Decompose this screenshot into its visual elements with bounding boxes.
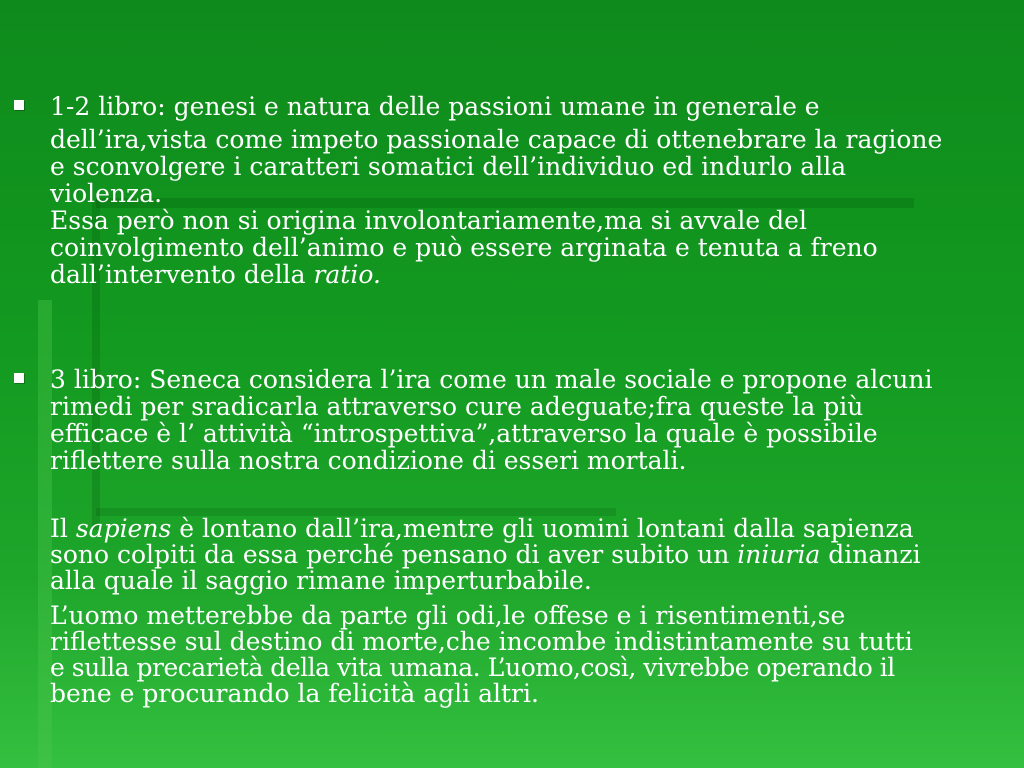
bullet-2-line-2: rimedi per sradicarla attraverso cure adeguate;fra queste la più: [50, 392, 864, 421]
bullet-2-line-4: riflettere sulla nostra condizione di esseri mortali.: [50, 446, 687, 475]
paragraph-3-line-2-end: dinanzi: [820, 540, 921, 569]
ratio-italic: ratio.: [313, 260, 381, 289]
iniuria-italic: iniuria: [737, 540, 821, 569]
sapiens-italic: sapiens: [75, 514, 172, 543]
paragraph-uomo: [50, 603, 1012, 707]
bullet-1-line-4: violenza.: [50, 179, 163, 208]
bullet-item-1: [50, 93, 1012, 288]
paragraph-4-line-2: riflettesse sul destino di morte,che incombe indistintamente su tutti: [50, 627, 913, 656]
square-bullet-icon: [14, 373, 24, 383]
bullet-item-2: [50, 366, 1012, 474]
bullet-1-line-7-text: dall’intervento della: [50, 260, 314, 289]
bullet-1-line-6: coinvolgimento dell’animo e può essere arginata e tenuta a freno: [50, 233, 878, 262]
paragraph-3-line-1: [50, 516, 1012, 542]
paragraph-3-line-2-start: sono colpiti da essa perché pensano di aver subito un: [50, 540, 738, 569]
paragraph-4-line-3: e sulla precarietà della vita umana. L’uomo,così, vivrebbe operando il: [50, 653, 895, 682]
paragraph-4-line-1: L’uomo metterebbe da parte gli odi,le offese e i risentimenti,se: [50, 601, 846, 630]
bullet-1-line-5: Essa però non si origina involontariamente,ma si avvale del: [50, 206, 807, 235]
paragraph-4-line-4: bene e procurando la felicità agli altri.: [50, 679, 539, 708]
paragraph-sapiens: [50, 516, 1012, 594]
bullet-2-line-1: 3 libro: Seneca considera l’ira come un male sociale e propone alcuni: [50, 365, 933, 394]
paragraph-3-line-2: [50, 542, 1012, 568]
bullet-1-line-3: e sconvolgere i caratteri somatici dell’individuo ed indurlo alla: [50, 152, 847, 181]
bullet-2-line-3: efficace è l’ attività “introspettiva”,attraverso la quale è possibile: [50, 419, 878, 448]
paragraph-3-line-3: alla quale il saggio rimane imperturbabile.: [50, 566, 592, 595]
square-bullet-icon: [14, 100, 24, 110]
bullet-1-line-1: 1-2 libro: genesi e natura delle passioni umane in generale e: [50, 92, 820, 121]
paragraph-3-line-1-start: Il: [50, 514, 76, 543]
bullet-1-line-2: dell’ira,vista come impeto passionale capace di ottenebrare la ragione: [50, 125, 943, 154]
bullet-1-line-7: [50, 261, 1012, 288]
paragraph-3-line-1-end: è lontano dall’ira,mentre gli uomini lontani dalla sapienza: [171, 514, 914, 543]
